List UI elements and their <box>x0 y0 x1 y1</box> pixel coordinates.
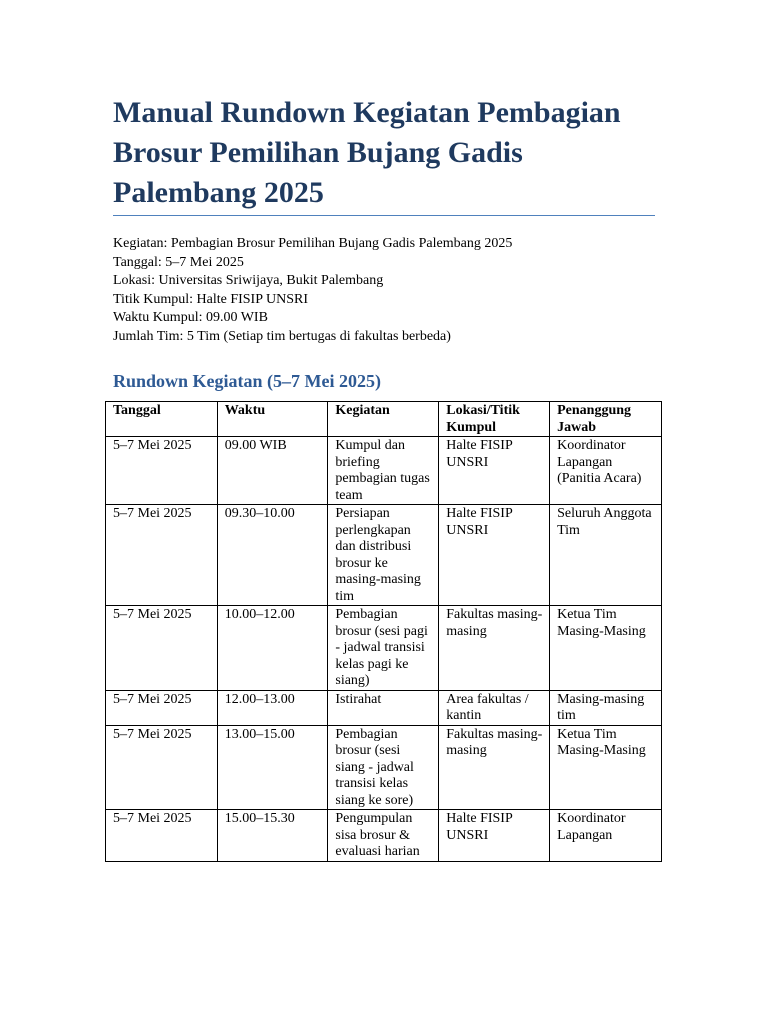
info-lokasi: Lokasi: Universitas Sriwijaya, Bukit Palembang <box>113 273 384 289</box>
cell-lokasi: Halte FISIP UNSRI <box>439 437 550 505</box>
info-tanggal: Tanggal: 5–7 Mei 2025 <box>113 254 244 270</box>
cell-waktu: 15.00–15.30 <box>217 810 328 862</box>
section-heading: Rundown Kegiatan (5–7 Mei 2025) <box>113 370 382 391</box>
table-header-row <box>106 402 662 437</box>
document-page <box>113 93 673 393</box>
header-penanggung-jawab: Penanggung Jawab <box>550 402 662 437</box>
info-kegiatan: Kegiatan: Pembagian Brosur Pemilihan Bujang Gadis Palembang 2025 <box>113 236 513 251</box>
event-info <box>113 235 673 347</box>
table-row <box>106 725 662 810</box>
info-jumlah-tim: Jumlah Tim: 5 Tim (Setiap tim bertugas di fakultas berbeda) <box>113 328 451 344</box>
table-row <box>106 505 662 606</box>
info-titik-kumpul: Titik Kumpul: Halte FISIP UNSRI <box>113 291 308 307</box>
cell-penanggung-jawab: Masing-masing tim <box>550 690 662 725</box>
rundown-table <box>105 401 662 862</box>
table-row <box>106 437 662 505</box>
cell-waktu: 10.00–12.00 <box>217 606 328 691</box>
header-lokasi: Lokasi/Titik Kumpul <box>439 402 550 437</box>
header-tanggal: Tanggal <box>106 402 218 437</box>
cell-penanggung-jawab: Ketua Tim Masing-Masing <box>550 606 662 691</box>
header-waktu: Waktu <box>217 402 328 437</box>
cell-tanggal: 5–7 Mei 2025 <box>106 437 218 505</box>
info-waktu-kumpul: Waktu Kumpul: 09.00 WIB <box>113 310 268 326</box>
cell-kegiatan: Pengumpulan sisa brosur & evaluasi harian <box>328 810 439 862</box>
cell-penanggung-jawab: Ketua Tim Masing-Masing <box>550 725 662 810</box>
cell-penanggung-jawab: Koordinator Lapangan <box>550 810 662 862</box>
cell-kegiatan: Kumpul dan briefing pembagian tugas team <box>328 437 439 505</box>
cell-penanggung-jawab: Seluruh Anggota Tim <box>550 505 662 606</box>
cell-tanggal: 5–7 Mei 2025 <box>106 810 218 862</box>
cell-kegiatan: Pembagian brosur (sesi siang - jadwal transisi kelas siang ke sore) <box>328 725 439 810</box>
cell-tanggal: 5–7 Mei 2025 <box>106 725 218 810</box>
cell-kegiatan: Persiapan perlengkapan dan distribusi brosur ke masing-masing tim <box>328 505 439 606</box>
cell-lokasi: Halte FISIP UNSRI <box>439 505 550 606</box>
cell-kegiatan: Istirahat <box>328 690 439 725</box>
cell-penanggung-jawab: Koordinator Lapangan (Panitia Acara) <box>550 437 662 505</box>
header-kegiatan: Kegiatan <box>328 402 439 437</box>
cell-kegiatan: Pembagian brosur (sesi pagi - jadwal transisi kelas pagi ke siang) <box>328 606 439 691</box>
table-row <box>106 606 662 691</box>
cell-tanggal: 5–7 Mei 2025 <box>106 505 218 606</box>
cell-tanggal: 5–7 Mei 2025 <box>106 606 218 691</box>
cell-waktu: 12.00–13.00 <box>217 690 328 725</box>
cell-waktu: 13.00–15.00 <box>217 725 328 810</box>
table-row <box>106 690 662 725</box>
cell-lokasi: Halte FISIP UNSRI <box>439 810 550 862</box>
cell-waktu: 09.30–10.00 <box>217 505 328 606</box>
cell-lokasi: Fakultas masing-masing <box>439 725 550 810</box>
title-divider <box>113 215 655 216</box>
cell-lokasi: Area fakultas / kantin <box>439 690 550 725</box>
cell-lokasi: Fakultas masing-masing <box>439 606 550 691</box>
table-row <box>106 810 662 862</box>
cell-tanggal: 5–7 Mei 2025 <box>106 690 218 725</box>
cell-waktu: 09.00 WIB <box>217 437 328 505</box>
document-title: Manual Rundown Kegiatan Pembagian Brosur Pemilihan Bujang Gadis Palembang 2025 <box>113 96 621 209</box>
